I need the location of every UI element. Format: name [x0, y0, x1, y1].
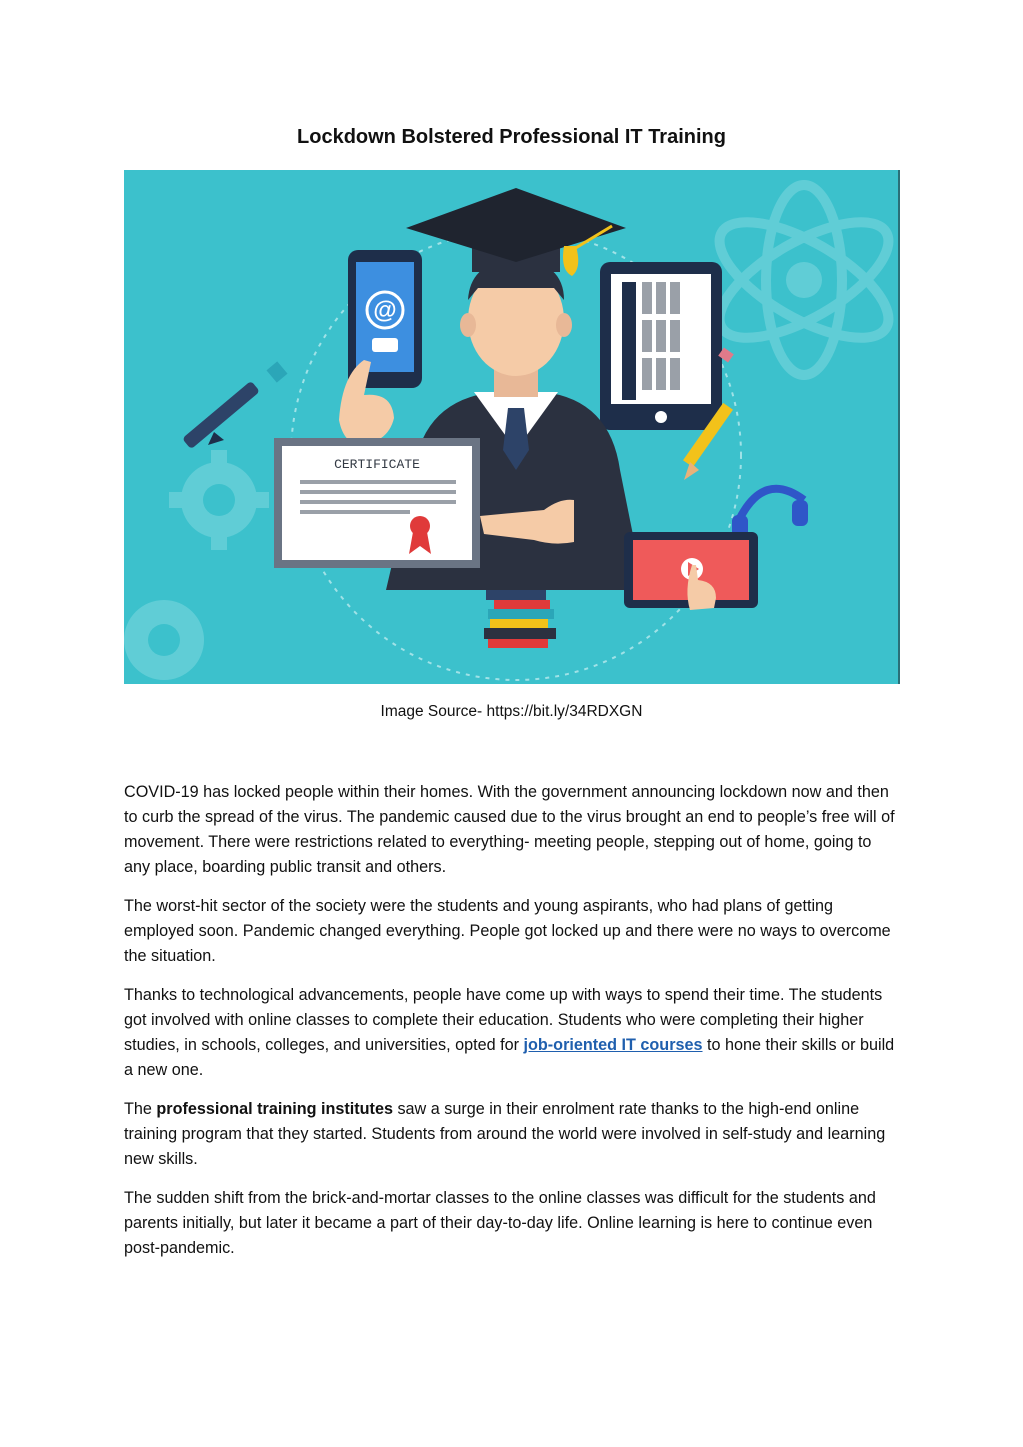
article-body: [124, 780, 896, 1275]
paragraph-1: COVID-19 has locked people within their homes. With the government announcing lockdown now and then to curb the spread of the virus. The pandemic caused due to the virus brought an end to people’s free will of movement. There were restrictions related to everything- meeting people, stepping out of home, going to any place, boarding public transit and others.: [124, 783, 895, 876]
video-player-icon: [624, 532, 758, 610]
paragraph-4-text-start: The: [124, 1100, 157, 1118]
email-symbol: @: [373, 297, 397, 324]
certificate-label: CERTIFICATE: [334, 457, 420, 472]
job-oriented-it-courses-link[interactable]: job-oriented IT courses: [523, 1036, 703, 1054]
paragraph-5: The sudden shift from the brick-and-mortar classes to the online classes was difficult for the students and parents initially, but later it became a part of their day-to-day life. Online learning is here to continue even post-pandemic.: [124, 1189, 876, 1257]
paragraph-4: [124, 1097, 896, 1172]
paragraph-4-text-end: saw a surge in their enrolment rate thanks to the high-end online training program that they started. Students from around the world were involved in self-study and learning new skills.: [124, 1100, 886, 1168]
paragraph-3-text-start: Thanks to technological advancements, people have come up with ways to spend their time. The students got involved with online classes to complete their education. Students who were completing their higher studies, in schools, colleges, and universities, opted for: [124, 986, 883, 1054]
certificate-icon: [274, 438, 480, 568]
paragraph-2: The worst-hit sector of the society were the students and young aspirants, who had plans of getting employed soon. Pandemic changed everything. People got locked up and there were no ways to overcome the situation.: [124, 897, 891, 965]
professional-training-institutes-emphasis: professional training institutes: [156, 1100, 393, 1118]
paragraph-3-text-end: to hone their skills or build a new one.: [124, 1036, 895, 1079]
page-title: Lockdown Bolstered Professional IT Training: [297, 126, 726, 148]
paragraph-3: [124, 983, 896, 1083]
image-source-caption: Image Source- https://bit.ly/34RDXGN: [380, 703, 643, 720]
books-icon: [484, 590, 556, 648]
tablet-icon: [600, 262, 722, 430]
hero-illustration: [124, 170, 900, 684]
